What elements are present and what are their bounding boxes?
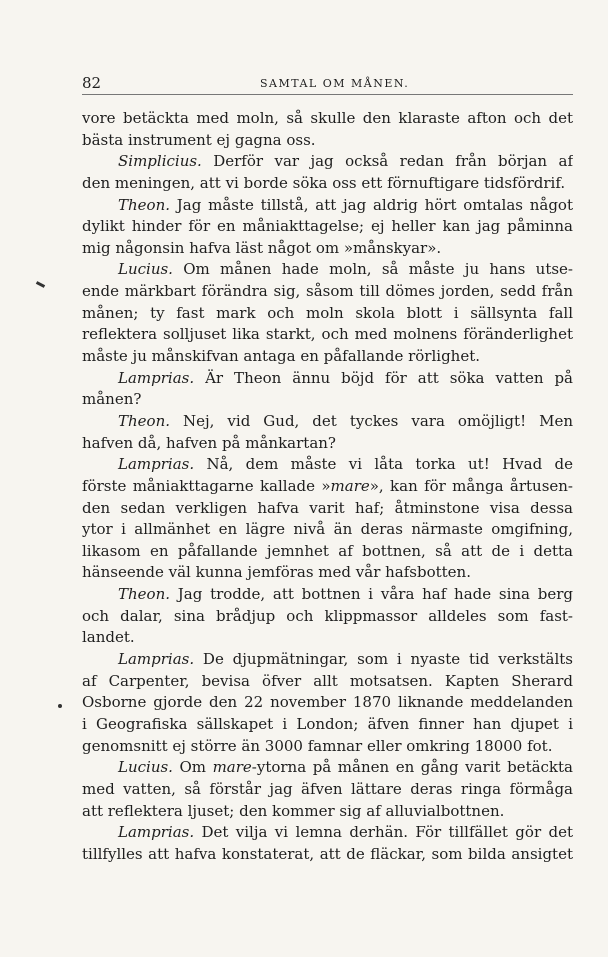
speaker-name: Simplicius. — [118, 152, 202, 171]
line-text: Om — [172, 758, 213, 777]
text-line — [82, 822, 573, 844]
line-text: Nej, vid Gud, det tyckes vara omöjligt! Men — [170, 411, 573, 430]
text-line — [82, 476, 573, 498]
speaker-name: Lucius. — [118, 758, 173, 777]
line-text: ytor i allmänhet en lägre nivå än deras närmaste omgifning, — [82, 520, 573, 539]
line-text: bästa instrument ej gagna oss. — [82, 130, 316, 149]
text-line — [82, 736, 573, 758]
line-text: måste ju månskifvan antaga en påfallande rörlighet. — [82, 347, 481, 366]
line-text: hafven då, hafven på månkartan? — [82, 433, 336, 452]
text-line — [82, 259, 573, 281]
text-line — [82, 671, 573, 693]
line-text: Det vilja vi lemna derhän. För tillfället gör det — [194, 823, 573, 842]
text-line — [82, 606, 573, 628]
margin-mark — [36, 281, 45, 288]
line-text: med vatten, så förstår jag äfven lättare deras ringa förmåga — [82, 779, 573, 798]
line-text: -ytorna på månen en gång varit betäckta — [251, 758, 573, 777]
line-text: tillfylles att hafva konstaterat, att de fläckar, som bilda ansigtet — [82, 844, 573, 863]
line-text: Derför var jag också redan från början af — [201, 152, 573, 171]
text-line — [82, 519, 573, 541]
text-line — [82, 779, 573, 801]
line-text: vore betäckta med moln, så skulle den klaraste afton och det — [82, 109, 573, 127]
running-head: SAMTAL OM MÅNEN. — [260, 77, 410, 90]
line-text: Jag trodde, att bottnen i våra haf hade sina berg — [170, 585, 573, 604]
line-text: förste måniakttagarne kallade » — [82, 476, 331, 495]
text-line — [82, 173, 573, 195]
speaker-name: Theon. — [118, 585, 171, 604]
line-text: af Carpenter, bevisa öfver allt motsatsen. Kapten Sherard — [82, 671, 573, 690]
page-number: 82 — [82, 74, 102, 92]
speaker-name: Theon. — [118, 195, 171, 214]
line-text: genomsnitt ej större än 3000 famnar eller omkring 18000 fot. — [82, 736, 553, 755]
text-line — [82, 714, 573, 736]
text-line — [82, 801, 573, 823]
header-rule — [82, 94, 573, 95]
speaker-name: Lamprias. — [118, 368, 195, 387]
line-text: », kan för många årtusen- — [369, 476, 573, 495]
line-text: Jag måste tillstå, att jag aldrig hört omtalas något — [170, 195, 573, 214]
emphasized-word: mare — [330, 476, 370, 495]
text-line — [82, 389, 573, 411]
text-line — [82, 216, 573, 238]
text-line — [82, 627, 573, 649]
line-text: den meningen, att vi borde söka oss ett förnuftigare tidsfördrif. — [82, 173, 566, 192]
text-line — [82, 238, 573, 260]
text-line — [82, 692, 573, 714]
line-text: Om månen hade moln, så måste ju hans utse- — [172, 260, 573, 279]
text-line — [82, 844, 573, 866]
line-text: De djupmätningar, som i nyaste tid verkstälts — [194, 650, 573, 669]
line-text: ende märkbart förändra sig, såsom till dömes jorden, sedd från — [82, 282, 573, 301]
text-line — [82, 584, 573, 606]
text-line — [82, 498, 573, 520]
speaker-name: Lamprias. — [118, 823, 195, 842]
speaker-name: Lucius. — [118, 260, 173, 279]
line-text: dylikt hinder för en måniakttagelse; ej heller kan jag påminna — [82, 217, 573, 236]
text-line — [82, 324, 573, 346]
line-text: att reflektera ljuset; den kommer sig af alluvialbottnen. — [82, 801, 505, 820]
speaker-name: Theon. — [118, 411, 171, 430]
text-line — [82, 433, 573, 455]
speaker-name: Lamprias. — [118, 455, 195, 474]
text-line — [82, 303, 573, 325]
page-header — [82, 74, 573, 94]
line-text: landet. — [82, 628, 135, 647]
line-text: månen? — [82, 390, 142, 409]
line-text: Är Theon ännu böjd för att söka vatten på — [194, 368, 573, 387]
text-line — [82, 130, 573, 152]
text-line — [82, 649, 573, 671]
line-text: i Geografiska sällskapet i London; äfven finner han djupet i — [82, 714, 573, 733]
speaker-name: Lamprias. — [118, 650, 195, 669]
line-text: månen; ty fast mark och moln skola blott i sällsynta fall — [82, 303, 573, 322]
text-line — [82, 541, 573, 563]
margin-dot — [58, 704, 62, 708]
text-line — [82, 411, 573, 433]
line-text: reflektera solljuset lika starkt, och med molnens föränderlighet — [82, 325, 573, 344]
text-line — [82, 195, 573, 217]
line-text: likasom en påfallande jemnhet af bottnen, så att de i detta — [82, 541, 573, 560]
text-line — [82, 757, 573, 779]
text-line — [82, 368, 573, 390]
text-line — [82, 562, 573, 584]
line-text: den sedan verkligen hafva varit haf; åtminstone visa dessa — [82, 498, 573, 517]
line-text: mig någonsin hafva läst något om »månskyar». — [82, 238, 442, 257]
line-text: Nå, dem måste vi låta torka ut! Hvad de — [194, 455, 573, 474]
emphasized-word: mare — [212, 758, 252, 777]
text-line — [82, 151, 573, 173]
line-text: Osborne gjorde den 22 november 1870 liknande meddelanden — [82, 693, 573, 712]
page-body — [82, 108, 573, 865]
text-line — [82, 281, 573, 303]
line-text: och dalar, sina brådjup och klippmassor alldeles som fast- — [82, 606, 573, 625]
text-line — [82, 454, 573, 476]
text-line — [82, 108, 573, 130]
text-line — [82, 346, 573, 368]
line-text: hänseende väl kunna jemföras med vår hafsbotten. — [82, 563, 471, 582]
